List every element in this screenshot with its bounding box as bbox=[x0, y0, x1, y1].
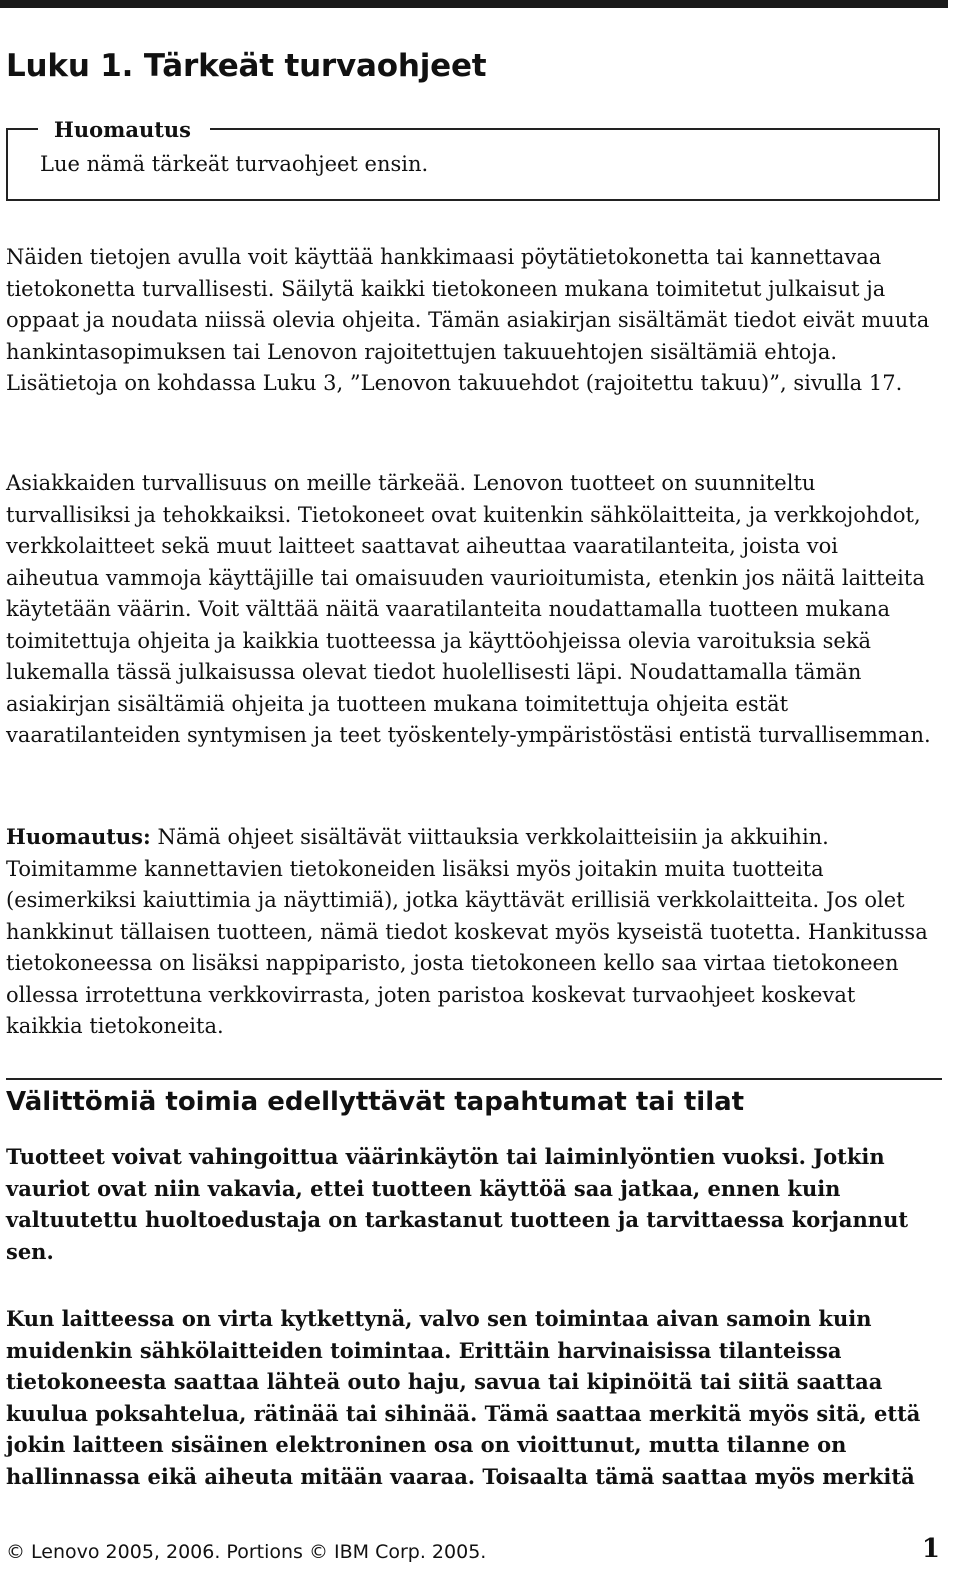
notice-box bbox=[6, 117, 940, 201]
section-paragraph-2: Kun laitteessa on virta kytkettynä, valvo sen toimintaa aivan samoin kuin muidenkin sähkölaitteiden toimintaa. Erittäin harvinaisissa tilanteissa tietokoneesta saattaa lähteä outo haju, savua tai kipinöitä tai siitä saattaa kuulua poksahtelua, rätinää tai sihinää. Tämä saattaa merkitä myös sitä, että jokin laitteen sisäinen elektroninen osa on vioittunut, mutta tilanne on hallinnassa eikä aiheuta mitään vaaraa. Toisaalta tämä saattaa myös merkitä bbox=[6, 1306, 921, 1489]
section-rule bbox=[6, 1078, 942, 1080]
intro-paragraph: Näiden tietojen avulla voit käyttää hankkimaasi pöytätietokonetta tai kannettavaa tietokonetta turvallisesti. Säilytä kaikki tietokoneen mukana toimitetut julkaisut ja oppaat ja noudata niissä olevia ohjeita. Tämän asiakirjan sisältämät tiedot eivät muuta hankintasopimuksen tai Lenovon rajoitettujen takuuehtojen sisältämiä ehtoja. Lisätietoja on kohdassa Luku 3, ”Lenovon takuuehdot (rajoitettu takuu)”, sivulla 17. bbox=[6, 245, 930, 395]
note-text: Nämä ohjeet sisältävät viittauksia verkkolaitteisiin ja akkuihin. Toimitamme kannettavien tietokoneiden lisäksi myös joitakin muita tuotteita (esimerkiksi kaiuttimia ja näyttimiä), jotka käyttävät erillisiä verkkolaitteita. Jos olet hankkinut tällaisen tuotteen, nämä tiedot koskevat myös kyseistä tuotetta. Hankitussa tietokoneessa on lisäksi nappiparisto, josta tietokoneen kello saa virtaa tietokoneen ollessa irrotettuna verkkovirrasta, joten paristoa koskevat turvaohjeet koskevat kaikkia tietokoneita. bbox=[6, 825, 928, 1038]
notice-border-left-segment bbox=[6, 128, 38, 130]
note-label: Huomautus: bbox=[6, 824, 151, 849]
top-rule bbox=[0, 0, 948, 8]
notice-border-right-segment bbox=[210, 128, 940, 130]
safety-paragraph: Asiakkaiden turvallisuus on meille tärkeää. Lenovon tuotteet on suunniteltu turvallisiksi ja tehokkaiksi. Tietokoneet ovat kuitenkin sähkölaitteita, ja verkkojohdot, verkkolaitteet sekä muut laitteet saattavat aiheuttaa vaaratilanteita, joista voi aiheutua vammoja käyttäjille tai omaisuuden vaurioitumista, etenkin jos näitä laitteita käytetään väärin. Voit välttää näitä vaaratilanteita noudattamalla tuotteen mukana toimitettuja ohjeita ja kaikkia tuotteessa ja käyttöohjeissa olevia varoituksia sekä lukemalla tässä julkaisussa olevat tiedot huolellisesti läpi. Noudattamalla tämän asiakirjan sisältämiä ohjeita ja tuotteen mukana toimitettuja ohjeita estät vaaratilanteiden syntymisen ja teet työskentely-ympäristöstäsi entistä turvallisemman. bbox=[6, 471, 931, 747]
note-paragraph bbox=[6, 821, 936, 1043]
chapter-title: Luku 1. Tärkeät turvaohjeet bbox=[6, 48, 487, 84]
notice-text: Lue nämä tärkeät turvaohjeet ensin. bbox=[40, 152, 429, 176]
page-number: 1 bbox=[921, 1534, 940, 1564]
copyright-footer: © Lenovo 2005, 2006. Portions © IBM Corp. 2005. bbox=[6, 1541, 487, 1563]
section-paragraph-1: Tuotteet voivat vahingoittua väärinkäytön tai laiminlyöntien vuoksi. Jotkin vauriot ovat niin vakavia, ettei tuotteen käyttöä saa jatkaa, ennen kuin valtuutettu huoltoedustaja on tarkastanut tuotteen ja tarvittaessa korjannut sen. bbox=[6, 1144, 909, 1264]
section-title: Välittömiä toimia edellyttävät tapahtumat tai tilat bbox=[6, 1087, 745, 1117]
notice-heading: Huomautus bbox=[54, 117, 192, 142]
